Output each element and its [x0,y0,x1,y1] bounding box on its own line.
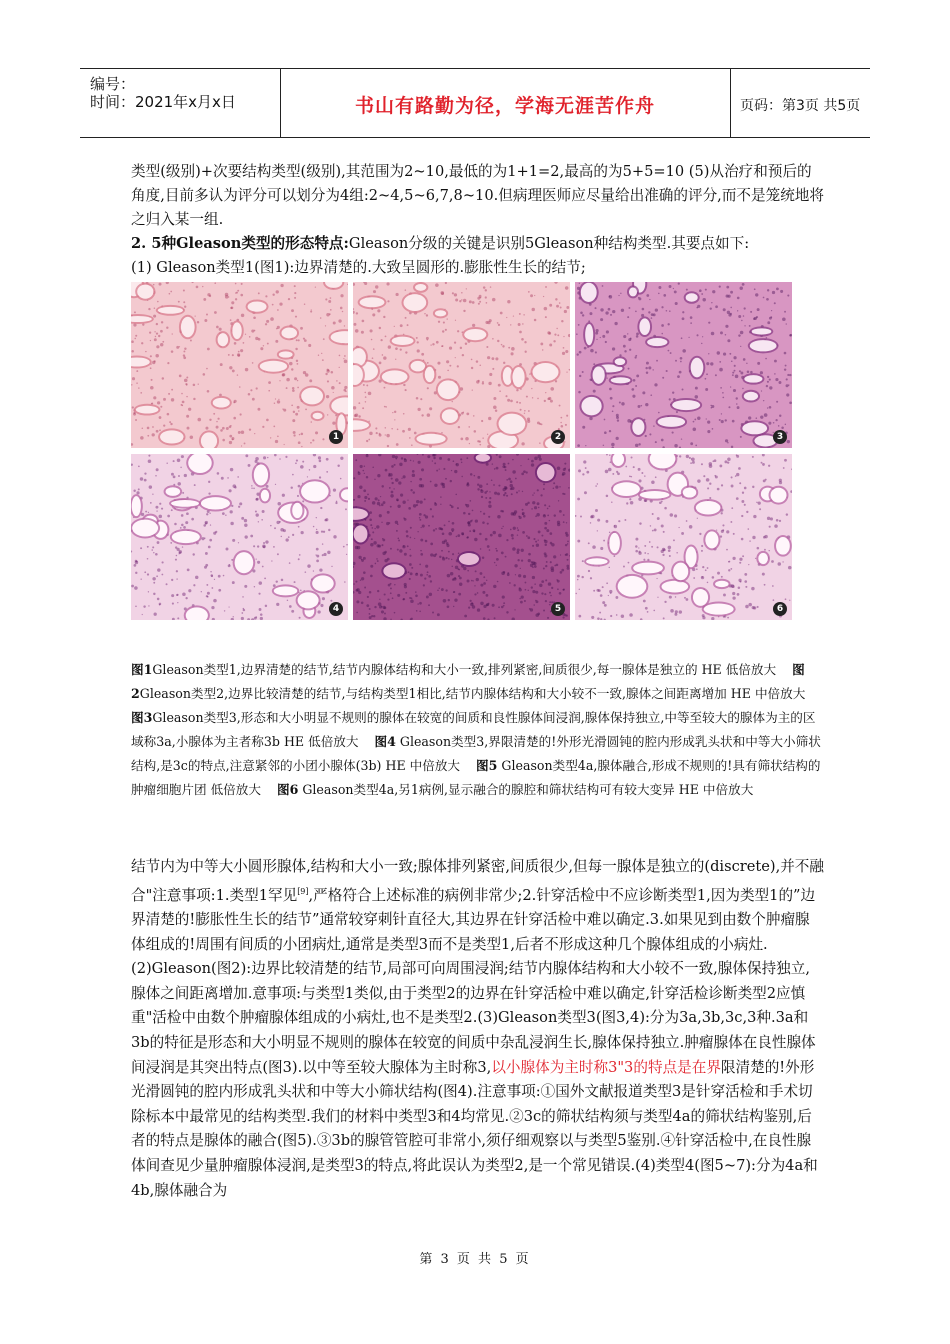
page-header [80,68,870,138]
highlighted-red-text: 以小腺体为主时称3"3的特点是在界 [491,1058,721,1076]
tissue-image [575,454,792,620]
document-number-label: 编号： [90,75,136,93]
panel-number: 5 [551,602,565,616]
caption-tag-6: 图6 [276,782,299,797]
paragraph-part-1: 结节内为中等大小圆形腺体,结构和大小一致;腺体排列紧密,间质很少,但每一腺体是独立的(discrete),并不融合"注意事项:1.类型1罕见 [131,858,824,904]
header-middle-cell [280,69,731,137]
panel-number: 1 [329,430,343,444]
panel-number: 3 [773,430,787,444]
figure-panel-4 [131,454,348,620]
header-right-cell [730,69,870,137]
histology-figure [131,282,792,622]
caption-text-5: Gleason类型4a,腺体融合,形成不规则的!具有筛状结构的肿瘤细胞片团 低倍放大 [131,758,821,797]
paragraph-score-ranges: 类型(级别)+次要结构类型(级别),其范围为2~10,最低的为1+1=2,最高的为5+5=10 (5)从治疗和预后的角度,目前多认为评分可以划分为4组:2~4,5~6,7,8~10.但病理医师应尽量给出准确的评分,而不是笼统地将之归入某一组. [131,163,824,228]
tissue-image [131,454,348,620]
figure-panel-3 [575,282,792,448]
panel-number: 6 [773,602,787,616]
paragraph-part-3: 限清楚的!外形光滑圆钝的腔内形成乳头状和中等大小筛状结构(图4).注意事项:①国外文献报道类型3是针穿活检和手术切除标本中最常见的结构类型.我们的材料中类型3和4均常见.②3c的筛状结构须与类型4a的筛状结构鉴别,后者的特点是腺体的融合(图5).③3b的腺管管腔可非常小,须仔细观察以与类型5鉴别.④针穿活检中,在良性腺体间查见少量肿瘤腺体浸润,是类型3的特点,将此误认为类型2,是一个常见错误.(4)类型4(图5~7):分为4a和4b,腺体融合为 [131,1058,818,1199]
figure-caption [131,658,826,802]
document-date-label: 时间：2021年x月x日 [90,93,236,111]
section-heading: 2. 5种Gleason类型的形态特点: [131,235,349,252]
panel-number: 2 [551,430,565,444]
caption-tag-3: 图3 [131,710,153,725]
body-text-top [131,160,824,280]
figure-panel-2 [353,282,570,448]
caption-tag-4: 图4 [374,734,396,749]
header-left-cell [80,69,281,137]
tissue-image [353,454,570,620]
caption-text-3: Gleason类型3,形态和大小明显不规则的腺体在较宽的间质和良性腺体间浸润,腺体保持独立,中等至较大的腺体为主的区域称3a,小腺体为主者称3b HE 低倍放大 [131,710,816,749]
caption-text-1: Gleason类型1,边界清楚的结节,结节内腺体结构和大小一致,排列紧密,间质很少,每一腺体是独立的 HE 低倍放大 [152,662,777,677]
citation-superscript: [9] [297,886,309,896]
panel-number: 4 [329,602,343,616]
figure-panel-6 [575,454,792,620]
paragraph-type1-intro: (1) Gleason类型1(图1):边界清楚的.大致呈圆形的.膨胀性生长的结节; [131,259,586,276]
caption-tag-5: 图5 [476,758,498,773]
caption-text-4: Gleason类型3,界限清楚的!外形光滑圆钝的腔内形成乳头状和中等大小筛状结构,是3c的特点,注意紧邻的小团小腺体(3b) HE 中倍放大 [131,734,821,773]
body-text-bottom [131,855,824,1203]
tissue-image [131,282,348,448]
figure-panel-5 [353,454,570,620]
caption-text-6: Gleason类型4a,另1病例,显示融合的腺腔和筛状结构可有较大变异 HE 中倍放大 [298,782,754,797]
page-footer: 第 3 页 共 5 页 [419,1252,531,1267]
header-motto: 书山有路勤为径，学海无涯苦作舟 [354,95,655,117]
caption-text-2: Gleason类型2,边界比较清楚的结节,与结构类型1相比,结节内腺体结构和大小较不一致,腺体之间距离增加 HE 中倍放大 [139,686,806,701]
figure-panel-1 [131,282,348,448]
tissue-image [353,282,570,448]
tissue-image [575,282,792,448]
header-page-info: 页码：第3页 共5页 [740,98,861,114]
section-heading-rest: Gleason分级的关键是识别5Gleason种结构类型.其要点如下: [348,235,750,252]
caption-tag-1: 图1 [131,662,153,677]
caption-tag-2: 图2 [131,662,805,701]
paragraph-part-2: ,严格符合上述标准的病例非常少;2.针穿活检中不应诊断类型1,因为类型1的”边界清楚的!膨胀性生长的结节”通常较穿刺针直径大,其边界在针穿活检中难以确定.3.如果见到由数个肿瘤腺体组成的!周围有间质的小团病灶,通常是类型3而不是类型1,后者不形成这种几个腺体组成的小病灶. (2)Gleason(图2):边界比较清楚的结节,局部可向周围浸润;结节内腺体结构和大小较不一致,腺体保持独立,腺体之间距离增加.意事项:与类型1类似,由于类型2的边界在针穿活检中难以确定,针穿活检诊断类型2应慎重"活检中由数个肿瘤腺体组成的小病灶,也不是类型2.(3)Gleason类型3(图3,4):分为3a,3b,3c,3种.3a和3b的特征是形态和大小明显不规则的腺体在较宽的间质中杂乱浸润生长,腺体保持独立.肿瘤腺体在良性腺体间浸润是其突出特点(图3).以中等至较大腺体为主时称3, [131,886,816,1076]
